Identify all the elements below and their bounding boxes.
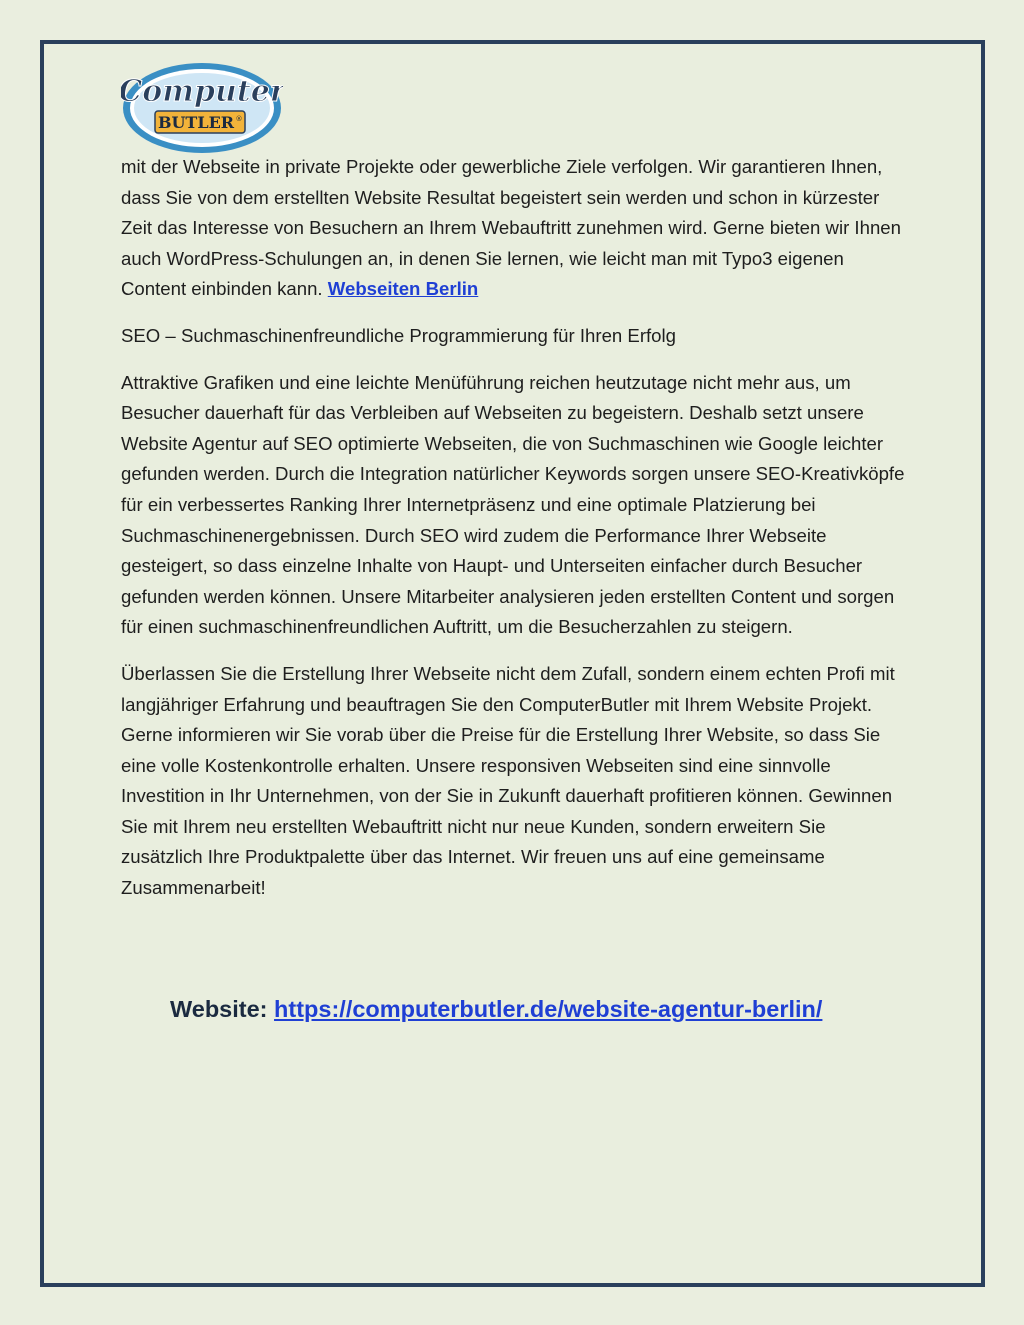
intro-paragraph — [121, 152, 911, 305]
seo-heading: SEO – Suchmaschinenfreundliche Programmierung für Ihren Erfolg — [121, 324, 676, 346]
website-line — [170, 996, 822, 1023]
logo-registered-mark: ® — [235, 115, 243, 123]
article-body — [121, 152, 911, 920]
closing-paragraph: Überlassen Sie die Erstellung Ihrer Webseite nicht dem Zufall, sondern einem echten Profi mit langjähriger Erfahrung und beauftragen Sie den ComputerButler mit Ihrem Website Projekt. Gerne informieren wir Sie vorab über die Preise für die Erstellung Ihrer Website, so dass Sie eine volle Kostenkontrolle erhalten. Unsere responsiven Webseiten sind eine sinnvolle Investition in Ihr Unternehmen, von der Sie in Zukunft dauerhaft profitieren können. Gewinnen Sie mit Ihrem neu erstellten Webauftritt nicht nur neue Kunden, sondern erweitern Sie zusätzlich Ihre Produktpalette über das Internet. Wir freuen uns auf eine gemeinsame Zusammenarbeit! — [121, 662, 895, 899]
computer-butler-logo — [121, 61, 283, 157]
logo-word-butler: BUTLER — [157, 113, 235, 132]
logo-graphic — [121, 61, 283, 157]
seo-paragraph: Attraktive Grafiken und eine leichte Menüführung reichen heutzutage nicht mehr aus, um Besucher dauerhaft für das Verbleiben auf Webseiten zu begeistern. Deshalb setzt unsere Website Agentur auf SEO optimierte Webseiten, die von Suchmaschinen wie Google leichter gefunden werden. Durch die Integration natürlicher Keywords sorgen unsere SEO-Kreativköpfe für ein verbessertes Ranking Ihrer Internetpräsenz und eine optimale Platzierung bei Suchmaschinenergebnissen. Durch SEO wird zudem die Performance Ihrer Webseite gesteigert, so dass einzelne Inhalte von Haupt- und Unterseiten einfacher durch Besucher gefunden werden können. Unsere Mitarbeiter analysieren jeden erstellten Content und sorgen für einen suchmaschinenfreundlichen Auftritt, um die Besucherzahlen zu steigern. — [121, 371, 905, 638]
webseiten-berlin-link[interactable]: Webseiten Berlin — [327, 278, 479, 300]
website-label: Website: — [170, 996, 275, 1022]
website-url-link[interactable]: https://computerbutler.de/website-agentur-berlin/ — [274, 996, 823, 1022]
logo-word-computer: Computer — [121, 74, 283, 109]
intro-text: mit der Webseite in private Projekte oder gewerbliche Ziele verfolgen. Wir garantieren Ihnen, dass Sie von dem erstellten Website Resultat begeistert sein werden und schon in kürzester Zeit das Interesse von Besuchern an Ihrem Webauftritt zunehmen wird. Gerne bieten wir Ihnen auch WordPress-Schulungen an, in denen Sie lernen, wie leicht man mit Typo3 eigenen Content einbinden kann. — [121, 156, 901, 300]
